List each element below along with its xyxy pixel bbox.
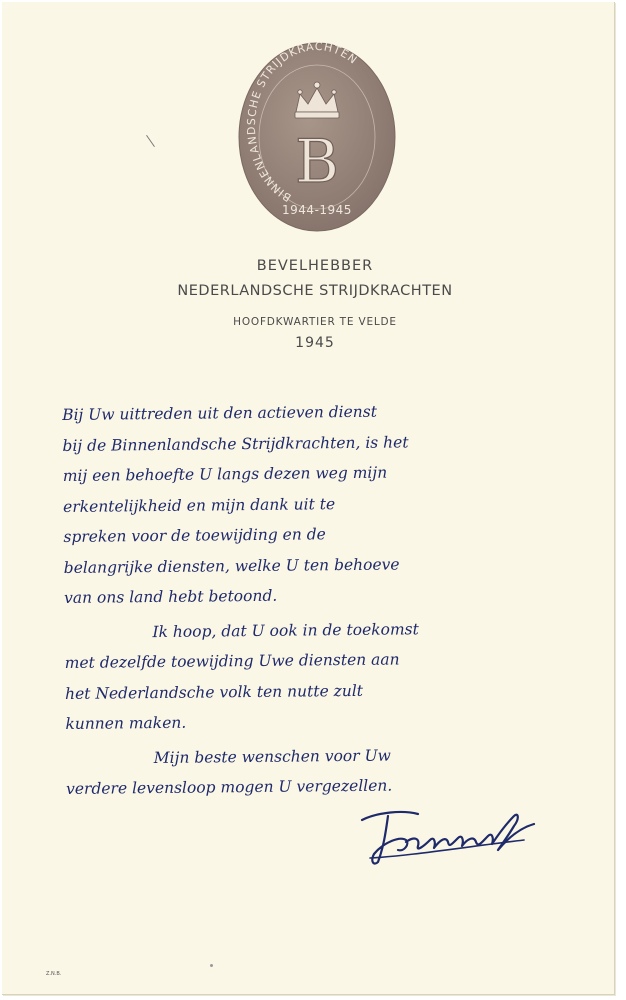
letter-line: Bij Uw uittreden uit den actieven dienst: [62, 402, 377, 424]
printer-mark: Z.N.B.: [46, 971, 62, 977]
letter-line: verdere levensloop mogen U vergezellen.: [65, 776, 393, 798]
letter-line: bij de Binnenlandsche Strijdkrachten, is het: [62, 432, 409, 455]
letter-line: erkentelijkheid en mijn dank uit te: [63, 494, 336, 516]
letterhead-subtitle: NEDERLANDSCHE STRIJDKRACHTEN: [177, 283, 453, 299]
letterhead-year: 1945: [295, 335, 335, 351]
letter-line: Ik hoop, dat U ook in de toekomst: [152, 619, 419, 641]
letter-line: van ons land hebt betoond.: [63, 586, 278, 607]
letter-line: het Nederlandsche volk ten nutte zult: [64, 681, 364, 703]
emblem-seal: [238, 42, 396, 232]
emblem-monogram: B: [294, 127, 340, 197]
letter-line: belangrijke diensten, welke U ten behoeve: [63, 554, 400, 577]
letterhead-title: BEVELHEBBER: [256, 258, 374, 274]
pencil-mark: [146, 135, 155, 147]
emblem-ring-text: BINNENLANDSCHE STRIJDKRACHTEN: [244, 42, 361, 205]
handwritten-letter: [62, 395, 576, 805]
letter-line: Mijn beste wenschen voor Uw: [153, 746, 391, 767]
letterhead-headquarters: HOOFDKWARTIER TE VELDE: [233, 316, 397, 328]
signature: [348, 802, 548, 872]
emblem-dates: 1944-1945: [282, 203, 352, 217]
letter-line: kunnen maken.: [65, 713, 187, 733]
letter-sheet: [2, 2, 615, 995]
paper-speck: [210, 964, 213, 967]
letter-line: spreken voor de toewijding en de: [63, 525, 326, 546]
letter-line: mij een behoefte U langs dezen weg mijn: [62, 463, 388, 485]
letter-line: met dezelfde toewijding Uwe diensten aan: [64, 650, 400, 672]
